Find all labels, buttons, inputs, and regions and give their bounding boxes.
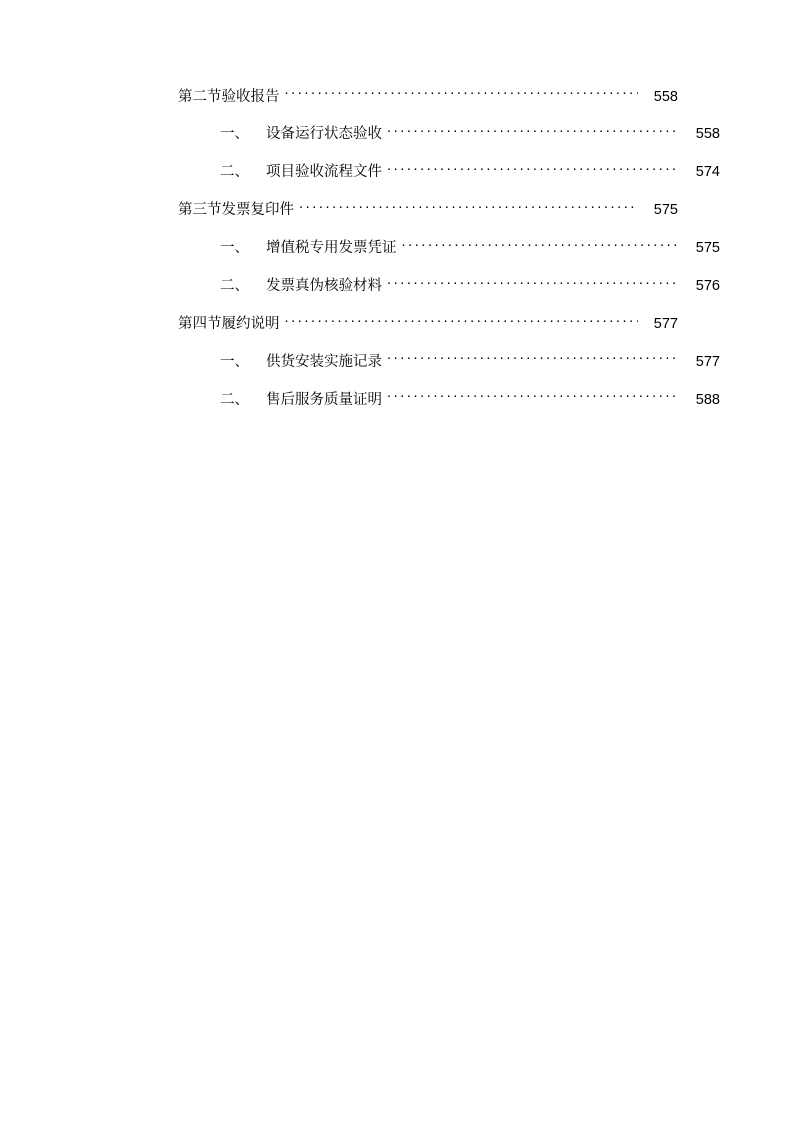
toc-leader-dots [387, 351, 680, 366]
toc-leader-dots [387, 389, 680, 404]
toc-entry[interactable] [178, 86, 678, 106]
toc-entry-title: 发票复印件 [221, 202, 294, 219]
toc-leader-dots [387, 124, 680, 139]
toc-leader-dots [299, 200, 638, 215]
toc-entry-title: 发票真伪核验材料 [266, 277, 382, 294]
toc-entry-title: 售后服务质量证明 [266, 391, 382, 408]
toc-leader-dots [285, 313, 639, 328]
toc-entry[interactable] [178, 124, 720, 144]
toc-entry-page-number: 577 [653, 315, 678, 332]
toc-entry-page-number: 577 [695, 353, 720, 370]
toc-leader-dots [402, 238, 681, 253]
toc-entry[interactable] [178, 313, 678, 333]
toc-entry-page-number: 558 [653, 88, 678, 105]
toc-entry-page-number: 558 [695, 126, 720, 143]
toc-leader-dots [387, 162, 680, 177]
toc-entry-page-number: 576 [695, 277, 720, 294]
toc-entry-number: 二、 [220, 277, 249, 294]
toc-entry[interactable] [178, 162, 720, 182]
toc-entry-number: 二、 [220, 164, 249, 181]
toc-entry-title: 验收报告 [221, 88, 280, 105]
toc-leader-dots [285, 86, 639, 101]
toc-entry-number: 一、 [220, 353, 249, 370]
toc-entry[interactable] [178, 351, 720, 371]
toc-leader-dots [387, 275, 680, 290]
toc-entry-page-number: 588 [695, 391, 720, 408]
toc-entry[interactable] [178, 200, 678, 220]
toc-entry-page-number: 575 [695, 240, 720, 257]
toc-entry-number: 第四节 [178, 315, 222, 332]
toc-entry-title: 设备运行状态验收 [266, 126, 382, 143]
toc-entry-title: 增值税专用发票凭证 [266, 240, 397, 257]
toc-entry-number: 第二节 [178, 88, 222, 105]
toc-entry-page-number: 575 [653, 202, 678, 219]
toc-entry-title: 项目验收流程文件 [266, 164, 382, 181]
toc-entry-title: 供货安装实施记录 [266, 353, 382, 370]
toc-entry[interactable] [178, 275, 720, 295]
toc-entry-number: 一、 [220, 126, 249, 143]
toc-entry-number: 第三节 [178, 202, 222, 219]
table-of-contents [178, 86, 720, 427]
toc-entry[interactable] [178, 389, 720, 409]
toc-entry[interactable] [178, 238, 720, 258]
toc-entry-page-number: 574 [695, 164, 720, 181]
toc-entry-title: 履约说明 [221, 315, 280, 332]
toc-entry-number: 一、 [220, 240, 249, 257]
toc-entry-number: 二、 [220, 391, 249, 408]
